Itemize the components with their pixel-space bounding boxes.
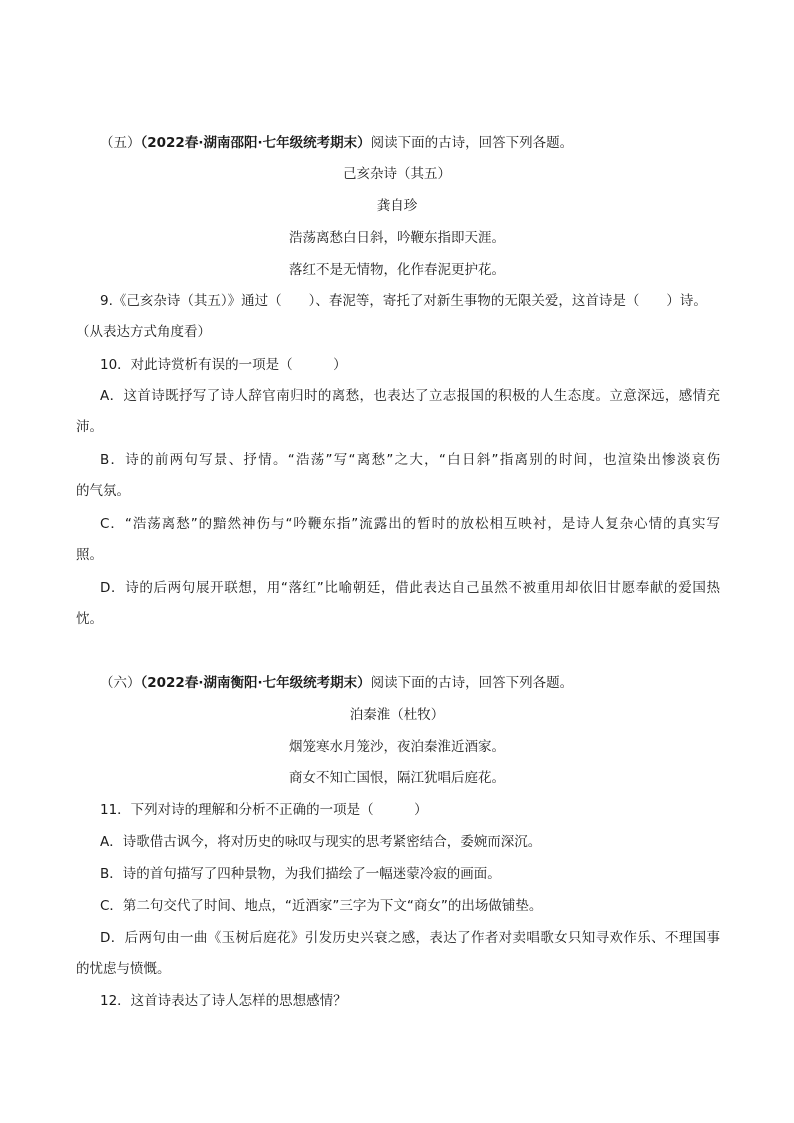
question-9-line2: （从表达方式角度看） [76, 324, 211, 340]
section6-poem-line1: 烟笼寒水月笼沙，夜泊秦淮近酒家。 [289, 739, 505, 755]
section6-source: （2022春·湖南衡阳·七年级统考期末） [140, 675, 371, 691]
question-10-option-a-line1: A．这首诗既抒写了诗人辞官南归时的离愁，也表达了立志报国的积极的人生态度。立意深远，感情充 [100, 388, 720, 404]
section5-poem-line2: 落红不是无情物，化作春泥更护花。 [289, 262, 505, 278]
question-10-option-c-line2: 照。 [76, 547, 103, 563]
section5-poem-author: 龚自珍 [376, 198, 418, 214]
question-9-line1: 9.《己亥杂诗（其五）》通过（ ）、春泥等，寄托了对新生事物的无限关爱，这首诗是（ ）诗。 [100, 293, 707, 309]
section6-header [100, 673, 700, 693]
question-10-option-a-line2: 沛。 [76, 419, 103, 435]
section5-label: （五） [100, 135, 141, 151]
question-11-option-d-line2: 的忧虑与愤慨。 [76, 961, 171, 977]
question-11: 11．下列对诗的理解和分析不正确的一项是（ ） [100, 802, 428, 818]
question-11-option-b: B．诗的首句描写了四种景物，为我们描绘了一幅迷蒙冷寂的画面。 [100, 866, 501, 882]
question-10-option-b-line1: B．诗的前两句写景、抒情。“浩荡”写“离愁”之大，“白日斜”指离别的时间，也渲染出惨淡哀伤 [100, 452, 720, 468]
section6-poem-line2: 商女不知亡国恨，隔江犹唱后庭花。 [289, 770, 505, 786]
question-10-option-d-line1: D．诗的后两句展开联想，用“落红”比喻朝廷，借此表达自己虽然不被重用却依旧甘愿奉献的爱国热 [100, 580, 720, 596]
section5-header [100, 133, 700, 153]
section6-poem-title: 泊秦淮（杜牧） [349, 707, 445, 723]
section5-source: （2022春·湖南邵阳·七年级统考期末） [140, 135, 371, 151]
section5-poem-title: 己亥杂诗（其五） [343, 166, 451, 182]
section5-instruction: 阅读下面的古诗，回答下列各题。 [370, 135, 574, 151]
section6-instruction: 阅读下面的古诗，回答下列各题。 [370, 675, 574, 691]
section6-label: （六） [100, 675, 141, 691]
question-10: 10．对此诗赏析有误的一项是（ ） [100, 357, 347, 373]
question-11-option-d-line1: D．后两句由一曲《玉树后庭花》引发历史兴衰之感，表达了作者对卖唱歌女只知寻欢作乐、不理国事 [100, 930, 720, 946]
question-10-option-d-line2: 忱。 [76, 611, 103, 627]
question-11-option-c: C．第二句交代了时间、地点，“近酒家”三字为下文“商女”的出场做铺垫。 [100, 898, 543, 914]
question-10-option-c-line1: C．“浩荡离愁”的黯然神伤与“吟鞭东指”流露出的暂时的放松相互映衬，是诗人复杂心情的真实写 [100, 516, 720, 532]
section5-poem-line1: 浩荡离愁白日斜，吟鞭东指即天涯。 [289, 230, 505, 246]
question-10-option-b-line2: 的气氛。 [76, 483, 130, 499]
question-12: 12．这首诗表达了诗人怎样的思想感情？ [100, 993, 347, 1009]
question-11-option-a: A．诗歌借古讽今，将对历史的咏叹与现实的思考紧密结合，委婉而深沉。 [100, 834, 542, 850]
